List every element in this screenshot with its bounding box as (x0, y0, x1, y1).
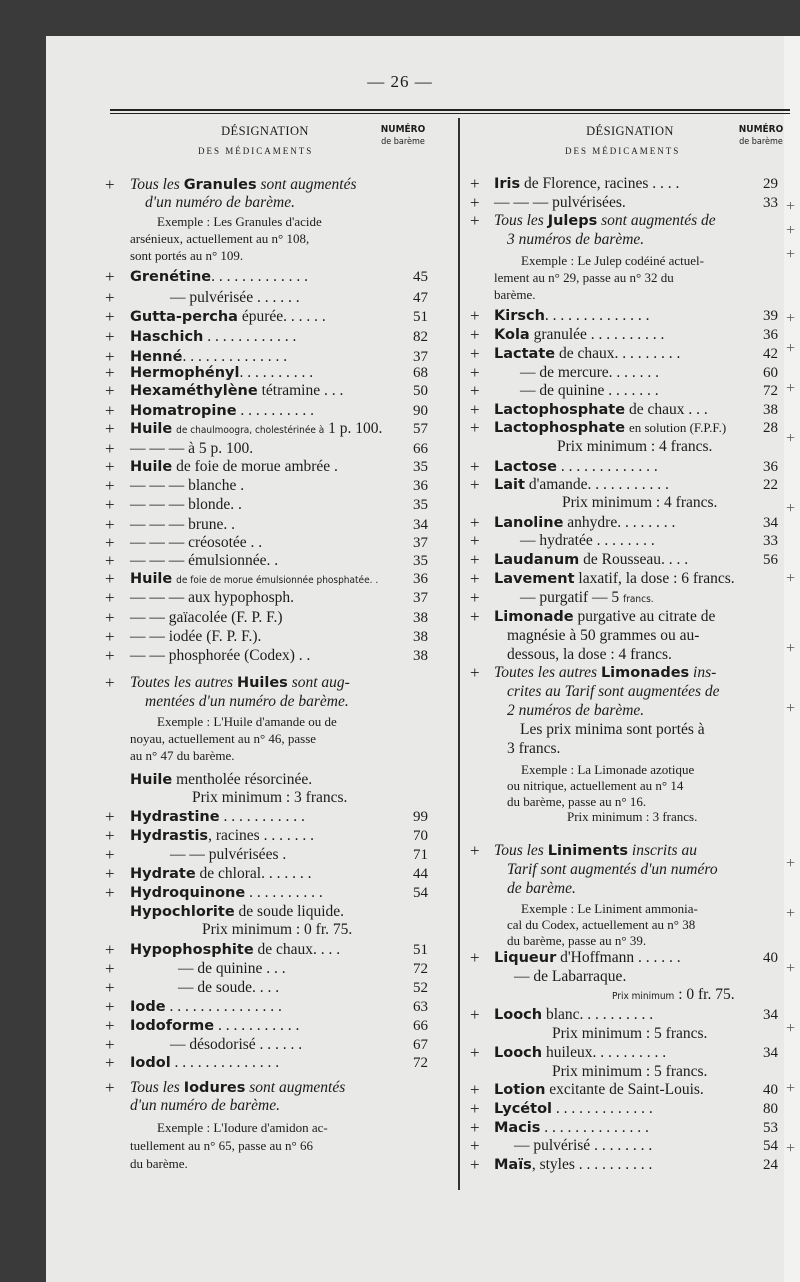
number-kirsch: 39 (763, 308, 778, 324)
number-iodoforme: 66 (413, 1018, 428, 1034)
edge-plus-mark: + (786, 905, 796, 922)
iodures-example-1: Exemple : L'Iodure d'amidon ac- (157, 1120, 328, 1135)
entry-iodoforme: Iodoforme . . . . . . . . . . . (130, 1017, 300, 1034)
entry-huile-foie-ambree: Huile de foie de morue ambrée . (130, 458, 338, 475)
number-huile-hypophosph: 37 (413, 590, 428, 606)
edge-plus-mark: + (786, 1080, 796, 1097)
entry-macis: Macis . . . . . . . . . . . . . . (494, 1119, 649, 1136)
entry-lactose: Lactose . . . . . . . . . . . . . (494, 458, 658, 475)
plus-mark: + (105, 401, 115, 420)
plus-mark: + (470, 1099, 480, 1118)
number-hydroquinone: 54 (413, 885, 428, 901)
plus-mark: + (470, 1118, 480, 1137)
number-iris-pulverisees: 33 (763, 195, 778, 211)
limonade-purgative-2: magnésie à 50 grammes ou au- (507, 627, 700, 644)
entry-looch-blanc: Looch blanc. . . . . . . . . . (494, 1006, 654, 1023)
number-huile-foie-ambree: 35 (413, 459, 428, 475)
plus-mark: + (105, 608, 115, 627)
entry-hypophosphite-chaux: Hypophosphite de chaux. . . . (130, 941, 341, 958)
edge-plus-mark: + (786, 570, 796, 587)
entry-iode: Iode . . . . . . . . . . . . . . . (130, 998, 282, 1015)
header-bareme-text: de barème (381, 137, 425, 147)
entry-grenetine: Grenétine. . . . . . . . . . . . . (130, 268, 308, 285)
plus-mark: + (105, 267, 115, 286)
number-macis-pulverise: 54 (763, 1138, 778, 1154)
number-iode: 63 (413, 999, 428, 1015)
huiles-note: Toutes les autres Huiles sont aug- (130, 674, 350, 691)
plus-mark: + (105, 627, 115, 646)
limonades-prix-2: 3 francs. (507, 740, 561, 757)
plus-mark: + (470, 1136, 480, 1155)
plus-mark: + (105, 1016, 115, 1035)
number-huile-foie-emulsionnee: 35 (413, 553, 428, 569)
plus-mark: + (470, 400, 480, 419)
entry-iris-pulverisees: — — — pulvérisées. (494, 194, 626, 211)
number-henne: 37 (413, 349, 428, 365)
header-medicaments-text: DES MÉDICAMENTS (565, 146, 681, 156)
number-lanoline-anhydre: 34 (763, 515, 778, 531)
entry-hydrastis-pulverisees: — — pulvérisées . (170, 846, 287, 863)
number-lycetol: 80 (763, 1101, 778, 1117)
plus-mark: + (105, 845, 115, 864)
number-huile-foie-brune: 34 (413, 517, 428, 533)
entry-huile-foie-blonde: — — — blonde. . (130, 496, 242, 513)
header-numero-text: NUMÉRO (380, 124, 426, 135)
plus-mark: + (470, 513, 480, 532)
plus-mark: + (470, 174, 480, 193)
number-gutta-percha: 51 (413, 309, 428, 325)
edge-plus-mark: + (786, 1140, 796, 1157)
plus-mark: + (105, 495, 115, 514)
entry-iris: Iris de Florence, racines . . . . (494, 175, 680, 192)
liniments-example-3: du barème, passe au n° 39. (507, 933, 647, 948)
plus-mark: + (470, 1080, 480, 1099)
edge-plus-mark: + (786, 198, 796, 215)
huiles-example-3: au n° 47 du barème. (130, 748, 235, 763)
granules-example-1: Exemple : Les Granules d'acide (157, 214, 322, 229)
number-huile-iodee: 38 (413, 629, 428, 645)
entry-labarraque: — de Labarraque. (514, 968, 627, 985)
looch-blanc-prix: Prix minimum : 5 francs. (552, 1025, 708, 1042)
entry-kirsch: Kirsch. . . . . . . . . . . . . . (494, 307, 650, 324)
limonades-example-4: Prix minimum : 3 francs. (567, 809, 698, 824)
column-divider (458, 118, 460, 1190)
juleps-example-3: barème. (494, 287, 536, 302)
number-hydrastis: 70 (413, 828, 428, 844)
entry-lactate-mercure: — de mercure. . . . . . . (520, 364, 660, 381)
limonades-note-3: 2 numéros de barème. (507, 702, 645, 719)
entry-huile-foie-blanche: — — — blanche . (130, 477, 245, 494)
entry-hydrastine: Hydrastine . . . . . . . . . . . (130, 808, 305, 825)
entry-huile-phosphatee: Huile de foie de morue émulsionnée phosphatée. . (130, 571, 379, 587)
entry-kola: Kola granulée . . . . . . . . . . (494, 326, 665, 343)
plus-mark: + (105, 327, 115, 346)
granules-note: Tous les Granules sont augmentés (130, 176, 357, 193)
entry-limonade-purgative: Limonade purgative au citrate de (494, 608, 716, 625)
number-hexamethylene: 50 (413, 383, 428, 399)
huiles-example-1: Exemple : L'Huile d'amande ou de (157, 714, 337, 729)
plus-mark: + (105, 959, 115, 978)
huiles-note-2: mentées d'un numéro de barème. (145, 693, 349, 710)
limonades-note: Toutes les autres Limonades ins- (494, 664, 717, 681)
edge-plus-mark: + (786, 1020, 796, 1037)
liniments-note: Tous les Liniments inscrits au (494, 842, 697, 859)
number-mais-styles: 24 (763, 1157, 778, 1173)
number-looch-blanc: 34 (763, 1007, 778, 1023)
plus-mark: + (470, 344, 480, 363)
plus-mark: + (105, 864, 115, 883)
header-medicaments-text: DES MÉDICAMENTS (198, 146, 314, 156)
edge-plus-mark: + (786, 340, 796, 357)
plus-mark: + (470, 1043, 480, 1062)
entry-laudanum: Laudanum de Rousseau. . . . (494, 551, 689, 568)
juleps-note: Tous les Juleps sont augmentés de (494, 212, 716, 229)
header-numero-left (378, 124, 428, 148)
plus-mark: + (105, 1078, 115, 1097)
looch-huileux-prix: Prix minimum : 5 francs. (552, 1063, 708, 1080)
number-huile-phosphatee: 36 (413, 571, 428, 587)
plus-mark: + (470, 457, 480, 476)
entry-hexamethylene: Hexaméthylène tétramine . . . (130, 382, 344, 399)
lait-amande-prix: Prix minimum : 4 francs. (562, 494, 718, 511)
entry-mais-styles: Maïs, styles . . . . . . . . . . (494, 1156, 653, 1173)
number-huile-foie-blonde: 35 (413, 497, 428, 513)
number-laudanum: 56 (763, 552, 778, 568)
entry-lactophosphate-chaux: Lactophosphate de chaux . . . (494, 401, 708, 418)
edge-plus-mark: + (786, 960, 796, 977)
header-designation-text: DÉSIGNATION (586, 124, 674, 138)
number-macis: 53 (763, 1120, 778, 1136)
plus-mark: + (105, 1035, 115, 1054)
entry-lanoline-hydratee: — hydratée . . . . . . . . (520, 532, 655, 549)
plus-mark: + (470, 418, 480, 437)
plus-mark: + (105, 997, 115, 1016)
plus-mark: + (470, 550, 480, 569)
number-hypophosphite-chaux: 51 (413, 942, 428, 958)
number-lactose: 36 (763, 459, 778, 475)
entry-hydrate-chloral: Hydrate de chloral. . . . . . . (130, 865, 312, 882)
number-huile-foie-blanche: 36 (413, 478, 428, 494)
plus-mark: + (470, 663, 480, 682)
number-hydrastine: 99 (413, 809, 428, 825)
number-liqueur-hoffmann: 40 (763, 950, 778, 966)
plus-mark: + (105, 826, 115, 845)
plus-mark: + (470, 588, 480, 607)
entry-huile-foie-creosotee: — — — créosotée . . (130, 534, 263, 551)
header-numero-right (738, 124, 784, 148)
header-bareme-text: de barème (739, 137, 783, 147)
number-grenetine-pulverisee: 47 (413, 290, 428, 306)
plus-mark: + (105, 588, 115, 607)
plus-mark: + (470, 607, 480, 626)
plus-mark: + (470, 211, 480, 230)
plus-mark: + (470, 475, 480, 494)
limonade-purgative-3: dessous, la dose : 4 francs. (507, 646, 672, 663)
header-medicaments-right (565, 143, 680, 158)
entry-lanoline-anhydre: Lanoline anhydre. . . . . . . . (494, 514, 676, 531)
plus-mark: + (470, 1155, 480, 1174)
number-grenetine: 45 (413, 269, 428, 285)
liniments-note-2: Tarif sont augmentés d'un numéro (507, 861, 718, 878)
juleps-example-1: Exemple : Le Julep codéiné actuel- (521, 253, 705, 268)
limonades-example-1: Exemple : La Limonade azotique (521, 762, 695, 777)
liniments-example-2: cal du Codex, actuellement au n° 38 (507, 917, 696, 932)
hypochlorite-prix: Prix minimum : 0 fr. 75. (202, 921, 353, 938)
juleps-note-2: 3 numéros de barème. (507, 231, 645, 248)
edge-plus-mark: + (786, 430, 796, 447)
entry-liqueur-hoffmann: Liqueur d'Hoffmann . . . . . . (494, 949, 681, 966)
iodures-note: Tous les Iodures sont augmentés (130, 1079, 346, 1096)
number-lait-amande: 22 (763, 477, 778, 493)
plus-mark: + (105, 363, 115, 382)
liniments-note-3: de barème. (507, 880, 576, 897)
number-huile-foie-creosotee: 37 (413, 535, 428, 551)
entry-iodol: Iodol . . . . . . . . . . . . . . (130, 1054, 280, 1071)
entry-huile-foie-brune: — — — brune. . (130, 516, 236, 533)
number-iodoforme-desodorise: 67 (413, 1037, 428, 1053)
page-number: — 26 — (367, 72, 433, 91)
top-rule-thin (110, 113, 790, 114)
plus-mark: + (105, 883, 115, 902)
number-hydrastis-pulverisees: 71 (413, 847, 428, 863)
plus-mark: + (470, 569, 480, 588)
edge-plus-mark: + (786, 500, 796, 517)
huiles-example-2: noyau, actuellement au n° 46, passe (130, 731, 317, 746)
edge-plus-mark: + (786, 640, 796, 657)
number-lactate-mercure: 60 (763, 365, 778, 381)
plus-mark: + (470, 363, 480, 382)
number-lactate-chaux: 42 (763, 346, 778, 362)
plus-mark: + (105, 175, 115, 194)
header-medicaments-left (198, 143, 313, 158)
plus-mark: + (470, 948, 480, 967)
entry-lactate-chaux: Lactate de chaux. . . . . . . . . (494, 345, 681, 362)
lactophosphate-prix: Prix minimum : 4 francs. (557, 438, 713, 455)
entry-lactate-quinine: — de quinine . . . . . . . (520, 382, 659, 399)
plus-mark: + (470, 193, 480, 212)
entry-looch-huileux: Looch huileux. . . . . . . . . . (494, 1044, 667, 1061)
plus-mark: + (105, 515, 115, 534)
number-lanoline-hydratee: 33 (763, 533, 778, 549)
header-designation-left (215, 124, 315, 139)
number-lotion-saint-louis: 40 (763, 1082, 778, 1098)
plus-mark: + (470, 531, 480, 550)
entry-hypophosphite-quinine: — de quinine . . . (178, 960, 286, 977)
entry-huile-hypophosph: — — — aux hypophosph. (130, 589, 295, 606)
header-designation-right (580, 124, 680, 139)
number-kola: 36 (763, 327, 778, 343)
plus-mark: + (105, 646, 115, 665)
number-hydrate-chloral: 44 (413, 866, 428, 882)
plus-mark: + (105, 347, 115, 366)
juleps-example-2: lement au n° 29, passe au n° 32 du (494, 270, 674, 285)
limonades-prix: Les prix minima sont portés à (520, 721, 705, 738)
plus-mark: + (470, 841, 480, 860)
labarraque-prix: Prix minimum : 0 fr. 75. (612, 986, 735, 1003)
entry-hypophosphite-soude: — de soude. . . . (178, 979, 280, 996)
top-rule (110, 109, 790, 111)
entry-lotion-saint-louis: Lotion excitante de Saint-Louis. (494, 1081, 704, 1098)
plus-mark: + (105, 419, 115, 438)
entry-hydroquinone: Hydroquinone . . . . . . . . . . (130, 884, 323, 901)
edge-plus-mark: + (786, 700, 796, 717)
plus-mark: + (105, 978, 115, 997)
number-huile-gaiacolee: 38 (413, 610, 428, 626)
number-lactophosphate-solution: 28 (763, 420, 778, 436)
entry-lavement-laxatif: Lavement laxatif, la dose : 6 francs. (494, 570, 735, 587)
granules-example-3: sont portés au n° 109. (130, 248, 244, 263)
plus-mark: + (105, 807, 115, 826)
plus-mark: + (105, 476, 115, 495)
entry-henne: Henné. . . . . . . . . . . . . . (130, 348, 288, 365)
number-huile-chaulmoogra: 57 (413, 421, 428, 437)
plus-mark: + (105, 439, 115, 458)
entry-huile-gaiacolee: — — gaïacolée (F. P. F.) (130, 609, 283, 626)
entry-huile-phosphoree: — — phosphorée (Codex) . . (130, 647, 311, 664)
plus-mark: + (105, 533, 115, 552)
entry-huile-chaulmoogra-5: — — — à 5 p. 100. (130, 440, 254, 457)
number-haschich: 82 (413, 329, 428, 345)
entry-lycetol: Lycétol . . . . . . . . . . . . . (494, 1100, 653, 1117)
plus-mark: + (105, 288, 115, 307)
plus-mark: + (105, 381, 115, 400)
entry-huile-iodee: — — iodée (F. P. F.). (130, 628, 262, 645)
plus-mark: + (105, 673, 115, 692)
entry-iodoforme-desodorise: — désodorisé . . . . . . (170, 1036, 303, 1053)
number-iris: 29 (763, 176, 778, 192)
number-hypophosphite-quinine: 72 (413, 961, 428, 977)
plus-mark: + (105, 457, 115, 476)
huile-mentholee-prix: Prix minimum : 3 francs. (192, 789, 348, 806)
plus-mark: + (470, 1005, 480, 1024)
plus-mark: + (105, 551, 115, 570)
number-lactophosphate-chaux: 38 (763, 402, 778, 418)
header-designation-text: DÉSIGNATION (221, 124, 309, 138)
edge-plus-mark: + (786, 222, 796, 239)
number-huile-phosphoree: 38 (413, 648, 428, 664)
limonades-note-2: crites au Tarif sont augmentées de (507, 683, 720, 700)
number-huile-chaulmoogra-5: 66 (413, 441, 428, 457)
entry-huile-chaulmoogra: Huile de chaulmoogra, cholestérinée à 1 p. 100. (130, 420, 383, 437)
number-hypophosphite-soude: 52 (413, 980, 428, 996)
number-looch-huileux: 34 (763, 1045, 778, 1061)
plus-mark: + (105, 307, 115, 326)
number-hermophenyl: 68 (413, 365, 428, 381)
entry-macis-pulverise: — pulvérisé . . . . . . . . (514, 1137, 653, 1154)
plus-mark: + (470, 325, 480, 344)
iodures-example-3: du barème. (130, 1156, 188, 1171)
edge-plus-mark: + (786, 246, 796, 263)
number-iodol: 72 (413, 1055, 428, 1071)
plus-mark: + (470, 381, 480, 400)
entry-hermophenyl: Hermophényl. . . . . . . . . . (130, 364, 314, 381)
edge-plus-mark: + (786, 855, 796, 872)
entry-lactophosphate-solution: Lactophosphate en solution (F.P.F.) (494, 420, 727, 436)
entry-lait-amande: Lait d'amande. . . . . . . . . . . (494, 476, 669, 493)
number-homatropine: 90 (413, 403, 428, 419)
entry-haschich: Haschich . . . . . . . . . . . . (130, 328, 297, 345)
liniments-example-1: Exemple : Le Liniment ammonia- (521, 901, 698, 916)
edge-plus-mark: + (786, 380, 796, 397)
entry-hypochlorite: Hypochlorite de soude liquide. (130, 903, 345, 920)
number-lactate-quinine: 72 (763, 383, 778, 399)
entry-hydrastis: Hydrastis, racines . . . . . . . (130, 827, 314, 844)
entry-huile-foie-emulsionnee: — — — émulsionnée. . (130, 552, 279, 569)
entry-huile-mentholee: Huile mentholée résorcinée. (130, 771, 313, 788)
header-numero-text: NUMÉRO (738, 124, 784, 135)
plus-mark: + (105, 569, 115, 588)
limonades-example-3: du barème, passe au n° 16. (507, 794, 647, 809)
entry-grenetine-pulverisee: — pulvérisée . . . . . . (170, 289, 300, 306)
plus-mark: + (105, 940, 115, 959)
limonades-example-2: ou nitrique, actuellement au n° 14 (507, 778, 684, 793)
granules-note-2: d'un numéro de barème. (145, 194, 295, 211)
iodures-note-2: d'un numéro de barème. (130, 1097, 280, 1114)
plus-mark: + (105, 1053, 115, 1072)
plus-mark: + (470, 306, 480, 325)
edge-plus-mark: + (786, 310, 796, 327)
iodures-example-2: tuellement au n° 65, passe au n° 66 (130, 1138, 313, 1153)
granules-example-2: arsénieux, actuellement au n° 108, (130, 231, 310, 246)
entry-lavement-purgatif: — purgatif — 5 francs. (520, 589, 654, 606)
entry-gutta-percha: Gutta-percha épurée. . . . . . (130, 308, 326, 325)
entry-homatropine: Homatropine . . . . . . . . . . (130, 402, 315, 419)
